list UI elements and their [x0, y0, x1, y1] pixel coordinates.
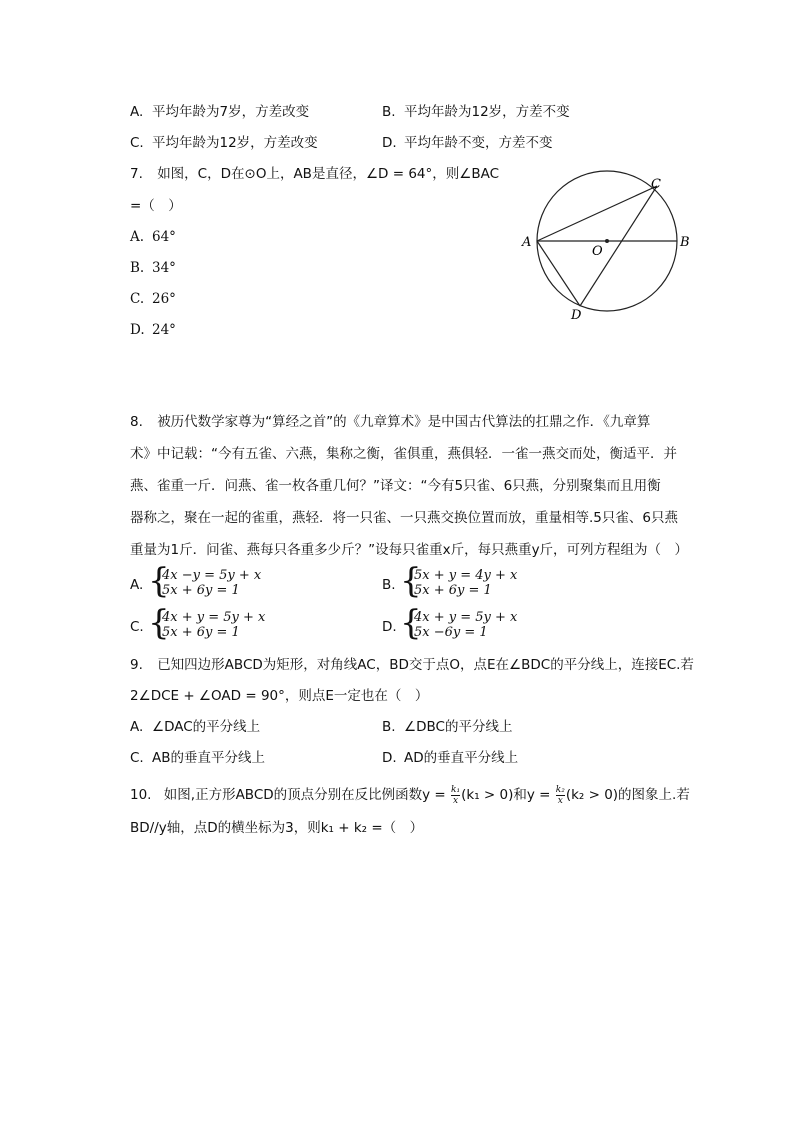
option-label: B.	[382, 577, 396, 593]
q7-circle-figure	[510, 164, 700, 324]
q7-option-d[interactable]	[130, 320, 176, 340]
q8-stem-line1	[130, 412, 650, 432]
q6-option-a[interactable]	[130, 102, 309, 122]
question-number: 8.	[130, 414, 143, 430]
question-text: 被历代数学家尊为“算经之首”的《九章算术》是中国古代算法的扛鼎之作．《九章算	[157, 414, 651, 430]
q6-option-c[interactable]	[130, 133, 318, 153]
option-text: 34°	[152, 260, 176, 276]
equation-2: 5x −6y = 1	[414, 625, 488, 640]
question-text-part1: 如图,正方形ABCD的顶点分别在反比例函数y =	[163, 787, 446, 803]
question-text-part2: (k₁ > 0)和y =	[461, 787, 551, 803]
brace-icon: {	[148, 561, 170, 601]
option-label: A.	[130, 719, 144, 735]
option-text: ∠DAC的平分线上	[152, 719, 261, 735]
equation-1: 4x −y = 5y + x	[162, 568, 262, 583]
q9-option-b[interactable]	[382, 717, 512, 737]
equation-1: 4x + y = 5y + x	[414, 610, 518, 625]
label-c: C	[651, 177, 661, 192]
q7-option-b[interactable]	[130, 258, 176, 278]
option-label: B.	[130, 260, 145, 276]
fraction-denominator: x	[453, 795, 459, 806]
option-label: D.	[382, 619, 397, 635]
option-label: D.	[130, 322, 145, 338]
label-d: D	[571, 308, 582, 323]
option-label: A.	[130, 229, 145, 245]
label-a: A	[522, 235, 532, 250]
question-text-part3: (k₂ > 0)的图象上.若	[565, 787, 690, 803]
option-label: C.	[130, 291, 145, 307]
q9-option-a[interactable]	[130, 717, 260, 737]
q8-stem-line5: 重量为1斤．问雀、燕每只各重多少斤？”设每只雀重x斤，每只燕重y斤，可列方程组为（ ）	[130, 542, 689, 558]
brace-icon: {	[148, 603, 170, 643]
brace-icon: {	[400, 603, 422, 643]
option-label: D.	[382, 135, 397, 151]
option-label: D.	[382, 750, 397, 766]
equation-2: 5x + 6y = 1	[162, 625, 240, 640]
q9-option-d[interactable]	[382, 748, 518, 768]
q10-stem-line2: BD//y轴，点D的横坐标为3，则k₁ + k₂ =（ ）	[130, 820, 424, 836]
q7-stem-line1	[130, 164, 499, 184]
brace-icon: {	[400, 561, 422, 601]
option-label: C.	[130, 135, 144, 151]
center-point	[605, 239, 609, 243]
question-text: 如图，C，D在⊙O上，AB是直径，∠D = 64°，则∠BAC	[157, 166, 500, 182]
option-text: 64°	[152, 229, 176, 245]
option-label: C.	[130, 750, 144, 766]
option-text: 平均年龄为12岁，方差不变	[404, 104, 570, 120]
equation-2: 5x + 6y = 1	[162, 583, 240, 598]
q6-option-d[interactable]	[382, 133, 553, 153]
fraction-k2-over-x	[556, 785, 565, 806]
option-text: ∠DBC的平分线上	[404, 719, 513, 735]
option-text: 26°	[152, 291, 176, 307]
q10-stem-line1	[130, 782, 690, 808]
option-label: C.	[130, 619, 144, 635]
option-text: AD的垂直平分线上	[404, 750, 519, 766]
question-number: 9.	[130, 657, 143, 673]
q6-option-b[interactable]	[382, 102, 570, 122]
q7-option-a[interactable]	[130, 227, 176, 247]
label-o: O	[592, 244, 603, 259]
fraction-k1-over-x	[451, 785, 460, 806]
option-label: A.	[130, 577, 144, 593]
q8-stem-line2: 术》中记载：“今有五雀、六燕，集称之衡，雀俱重，燕俱轻．一雀一燕交而处，衡适平．并	[130, 446, 677, 462]
option-text: 24°	[152, 322, 176, 338]
q9-stem-line2: 2∠DCE + ∠OAD = 90°，则点E一定也在（ ）	[130, 688, 429, 704]
chord-ad	[537, 241, 580, 306]
option-label: B.	[382, 719, 396, 735]
equation-1: 4x + y = 5y + x	[162, 610, 266, 625]
option-text: 平均年龄为12岁，方差改变	[152, 135, 318, 151]
q9-option-c[interactable]	[130, 748, 265, 768]
option-text: AB的垂直平分线上	[152, 750, 265, 766]
q7-stem-line2: =（ ）	[130, 198, 182, 214]
fraction-numerator: k₂	[555, 784, 565, 795]
fraction-denominator: x	[557, 795, 563, 806]
q8-stem-line3: 燕、雀重一斤．问燕、雀一枚各重几何？”译文：“今有5只雀、6只燕，分别聚集而且用衡	[130, 478, 661, 494]
equation-2: 5x + 6y = 1	[414, 583, 492, 598]
label-b: B	[680, 235, 690, 250]
option-text: 平均年龄为7岁，方差改变	[152, 104, 310, 120]
option-text: 平均年龄不变，方差不变	[404, 135, 553, 151]
question-text: 已知四边形ABCD为矩形，对角线AC，BD交于点O，点E在∠BDC的平分线上，连接EC.若	[157, 657, 694, 673]
question-number: 7.	[130, 166, 143, 182]
q8-stem-line4: 器称之，聚在一起的雀重，燕轻．将一只雀、一只燕交换位置而放，重量相等.5只雀、6只燕	[130, 510, 678, 526]
option-label: A.	[130, 104, 144, 120]
question-number: 10.	[130, 787, 152, 803]
fraction-numerator: k₁	[451, 784, 461, 795]
equation-1: 5x + y = 4y + x	[414, 568, 518, 583]
option-label: B.	[382, 104, 396, 120]
q9-stem-line1	[130, 655, 694, 675]
q7-option-c[interactable]	[130, 289, 176, 309]
